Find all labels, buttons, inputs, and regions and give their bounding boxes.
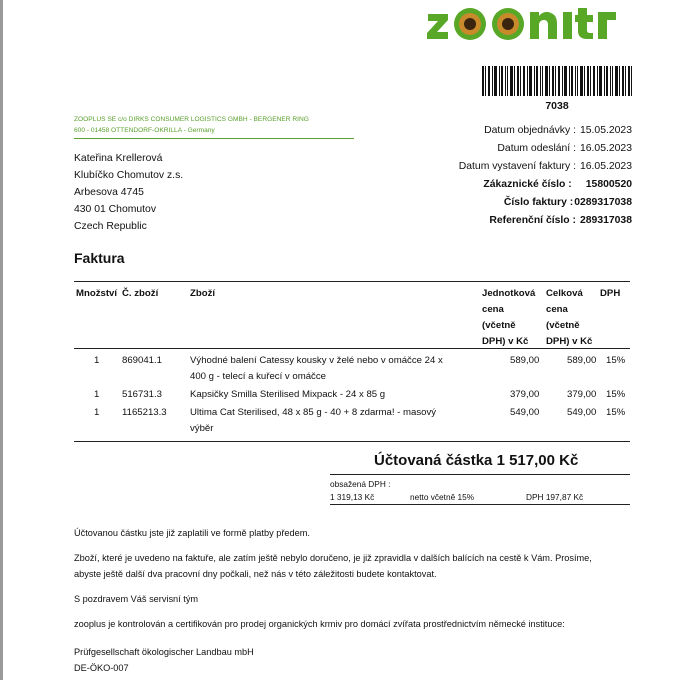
cell-item-no: 516731.3 (122, 389, 163, 400)
table-row (74, 405, 630, 439)
cell-total-price: 549,00 (567, 407, 597, 418)
meta-label: Datum odeslání : (497, 143, 576, 154)
meta-invoice-number (459, 194, 632, 212)
meta-label: Zákaznické číslo : (483, 179, 572, 190)
certifier-name: Prüfgesellschaft ökologischer Landbau mbH (74, 647, 254, 657)
address-line: 430 01 Chomutov (74, 204, 157, 215)
vat-net-label: netto včetně 15% (410, 492, 475, 502)
cell-qty: 1 (94, 389, 100, 400)
vat-base: 1 319,13 Kč (330, 492, 375, 502)
meta-order-date (459, 122, 632, 140)
cell-total-price: 379,00 (567, 389, 597, 400)
page-edge (0, 0, 3, 680)
table-header (74, 281, 630, 349)
cell-goods (190, 387, 385, 403)
greeting: S pozdravem Váš servisní tým (74, 594, 199, 604)
delivery-note (74, 550, 634, 582)
sender-line-1: ZOOPLUS SE c/o DIRKS CONSUMER LOGISTICS GMBH - BERGENER RING (74, 116, 309, 123)
header-vat: DPH (600, 288, 621, 299)
billing-address (74, 150, 183, 235)
header-goods: Zboží (190, 288, 216, 299)
sender-line-2: 600 - 01458 OTTENDORF-OKRILLA - Germany (74, 127, 215, 134)
table-row (74, 387, 630, 405)
barcode (482, 66, 632, 96)
sender-address (74, 114, 354, 139)
meta-value: 0289317038 (574, 197, 632, 208)
table-bottom-rule (74, 441, 630, 442)
vat-label: obsažená DPH : (330, 479, 391, 489)
header-unit-price (482, 286, 535, 350)
goods-line: Kapsičky Smilla Sterilised Mixpack - 24 x 85 g (190, 389, 386, 400)
header-unit-line: (včetně (482, 320, 516, 331)
meta-value: 15.05.2023 (579, 125, 632, 136)
zoonit-logo (426, 0, 626, 54)
certifier-code: DE-ÖKO-007 (74, 663, 129, 673)
cell-item-no: 1165213.3 (122, 407, 167, 418)
barcode-number: 7038 (545, 100, 569, 112)
header-total-line: DPH) v Kč (546, 336, 593, 347)
address-line: Kateřina Krellerová (74, 153, 163, 164)
certification-note: zooplus je kontrolován a certifikován pro prodej organických krmiv pro domácí zvířata prostřednictvím německé instituce: (74, 619, 565, 629)
header-total-line: cena (546, 304, 568, 315)
meta-label: Referenční číslo : (489, 215, 576, 226)
cell-goods (190, 405, 436, 437)
cell-vat: 15% (606, 389, 626, 400)
header-unit-line: DPH) v Kč (482, 336, 529, 347)
cell-unit-price: 379,00 (510, 389, 540, 400)
document-title: Faktura (74, 250, 125, 266)
goods-line: Ultima Cat Sterilised, 48 x 85 g - 40 + 8 zdarma! - masový (190, 407, 437, 418)
header-unit-line: cena (482, 304, 504, 315)
table-row (74, 353, 630, 387)
cell-qty: 1 (94, 407, 100, 418)
header-total-line: (včetně (546, 320, 580, 331)
header-total-price (546, 286, 592, 350)
delivery-note-line: Zboží, které je uvedeno na faktuře, ale zatím ještě nebylo doručeno, je již zpravidla v dalších balících na cestě k Vám. Prosíme, (74, 553, 592, 563)
meta-ship-date (459, 140, 632, 158)
address-line: Klubíčko Chomutov z.s. (74, 170, 184, 181)
vat-amount: DPH 197,87 Kč (526, 492, 584, 502)
meta-invoice-date (459, 158, 632, 176)
header-unit-line: Jednotková (482, 288, 536, 299)
cell-vat: 15% (606, 355, 626, 366)
header-item-no: Č. zboží (122, 288, 159, 299)
goods-line: výběr (190, 423, 214, 434)
invoice-table (74, 281, 630, 439)
charged-amount: Účtovaná částka 1 517,00 Kč (330, 448, 630, 475)
meta-label: Číslo faktury : (503, 197, 574, 208)
table-body (74, 353, 630, 439)
meta-label: Datum vystavení faktury : (458, 161, 576, 172)
meta-reference-number (459, 212, 632, 230)
meta-customer-number (459, 176, 632, 194)
meta-value: 16.05.2023 (579, 161, 632, 172)
cell-total-price: 589,00 (567, 355, 597, 366)
cell-goods (190, 353, 443, 385)
invoice-meta (459, 122, 632, 230)
meta-value: 15800520 (585, 179, 632, 190)
address-line: Czech Republic (74, 221, 147, 232)
totals-box (330, 448, 630, 505)
meta-value: 16.05.2023 (579, 143, 632, 154)
address-line: Arbesova 4745 (74, 187, 144, 198)
vat-breakdown (330, 490, 630, 505)
cell-unit-price: 589,00 (510, 355, 540, 366)
cell-unit-price: 549,00 (510, 407, 540, 418)
certifier (74, 644, 634, 676)
goods-line: Výhodné balení Catessy kousky v želé nebo v omáčce 24 x (190, 355, 443, 366)
cell-qty: 1 (94, 355, 100, 366)
goods-line: 400 g - telecí a kuřecí v omáčce (190, 371, 326, 382)
cell-vat: 15% (606, 407, 626, 418)
meta-label: Datum objednávky : (484, 125, 576, 136)
delivery-note-line: abyste ještě další dva pracovní dny počkali, než nás v této záležitosti budete kontaktovat. (74, 569, 437, 579)
header-qty: Množství (76, 288, 118, 299)
cell-item-no: 869041.1 (122, 355, 163, 366)
payment-note: Účtovanou částku jste již zaplatili ve formě platby předem. (74, 528, 310, 538)
header-total-line: Celková (546, 288, 583, 299)
meta-value: 289317038 (579, 215, 632, 226)
